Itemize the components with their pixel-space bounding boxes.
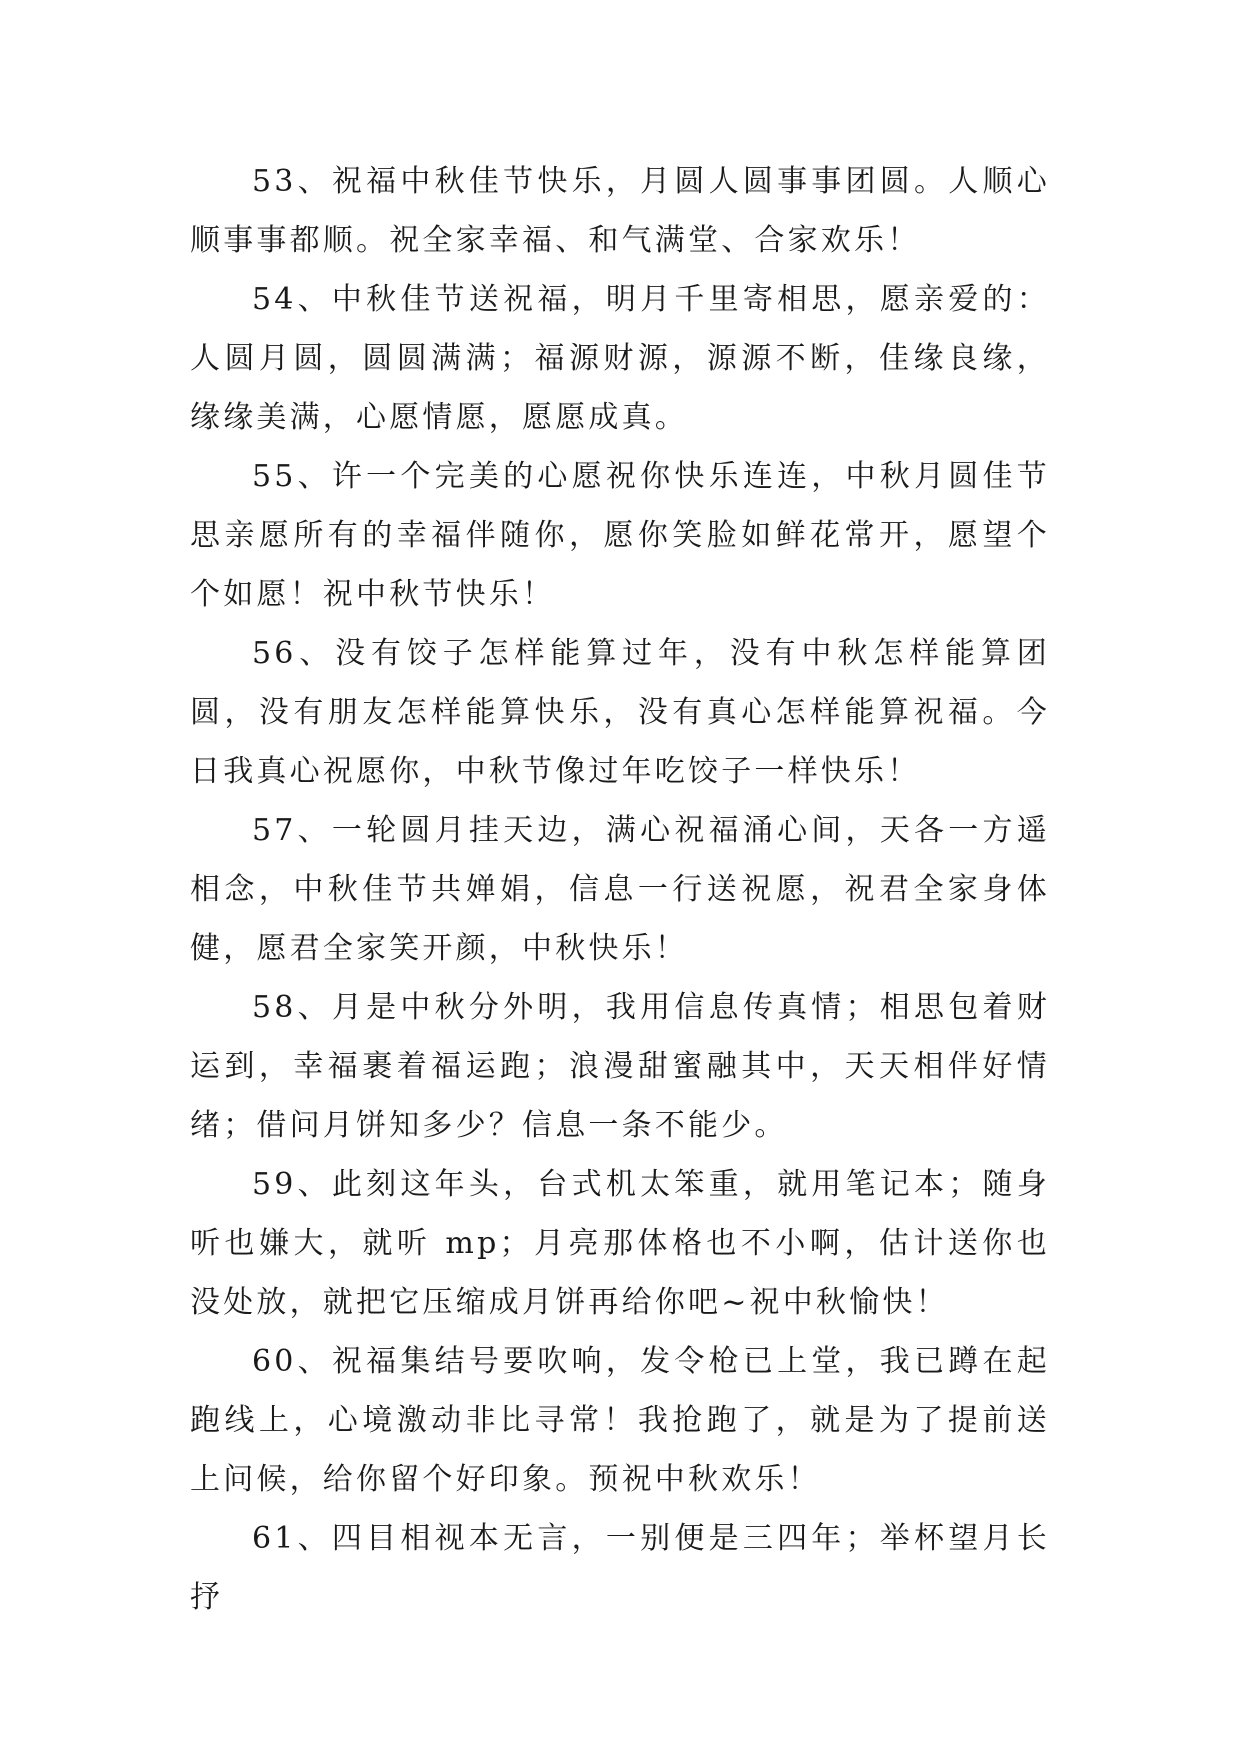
paragraph-60: 60、祝福集结号要吹响，发令枪已上堂，我已蹲在起跑线上，心境激动非比寻常！我抢跑了，就是为了提前送上问候，给你留个好印象。预祝中秋欢乐！: [190, 1344, 1050, 1497]
paragraph-56: 56、没有饺子怎样能算过年，没有中秋怎样能算团圆，没有朋友怎样能算快乐，没有真心怎样能算祝福。今日我真心祝愿你，中秋节像过年吃饺子一样快乐！: [190, 636, 1050, 789]
paragraph-59: 59、此刻这年头，台式机太笨重，就用笔记本；随身听也嫌大，就听 mp；月亮那体格也不小啊，估计送你也没处放，就把它压缩成月饼再给你吧~祝中秋愉快！: [190, 1167, 1050, 1320]
paragraph-61: 61、四目相视本无言，一别便是三四年；举杯望月长抒: [190, 1521, 1050, 1615]
paragraph-58: 58、月是中秋分外明，我用信息传真情；相思包着财运到，幸福裹着福运跑；浪漫甜蜜融其中，天天相伴好情绪；借问月饼知多少？信息一条不能少。: [190, 990, 1050, 1143]
paragraph-57: 57、一轮圆月挂天边，满心祝福涌心间，天各一方遥相念，中秋佳节共婵娟，信息一行送祝愿，祝君全家身体健，愿君全家笑开颜，中秋快乐！: [190, 813, 1050, 966]
document-body: [190, 152, 1050, 1615]
paragraph-55: 55、许一个完美的心愿祝你快乐连连，中秋月圆佳节思亲愿所有的幸福伴随你，愿你笑脸如鲜花常开，愿望个个如愿！祝中秋节快乐！: [190, 459, 1050, 612]
paragraph-54: 54、中秋佳节送祝福，明月千里寄相思，愿亲爱的：人圆月圆，圆圆满满；福源财源，源源不断，佳缘良缘，缘缘美满，心愿情愿，愿愿成真。: [190, 282, 1050, 435]
paragraph-53: 53、祝福中秋佳节快乐，月圆人圆事事团圆。人顺心顺事事都顺。祝全家幸福、和气满堂、合家欢乐！: [190, 164, 1050, 258]
